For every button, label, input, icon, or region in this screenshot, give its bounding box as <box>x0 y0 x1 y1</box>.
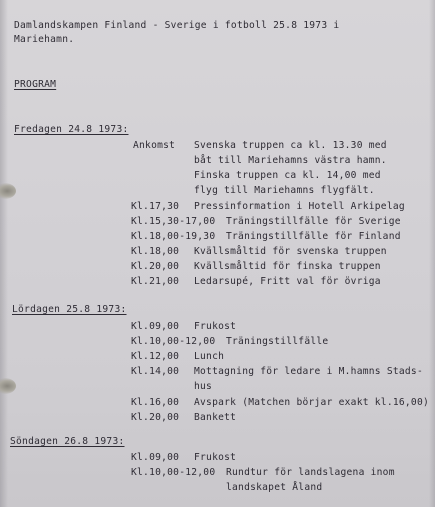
entry-text: Pressinformation i Hotell Arkipelag <box>194 201 405 212</box>
entry-time: Kl.21,00 <box>131 276 180 287</box>
day-heading-saturday: Lördagen 25.8 1973: <box>12 304 127 315</box>
entry-text: flyg till Mariehamns flygfält. <box>194 185 375 196</box>
entry-text: Kvällsmåltid för svenska truppen <box>194 246 387 257</box>
entry-text: Träningstillfälle <box>226 336 329 347</box>
document-title-line-2: Mariehamn. <box>14 34 75 45</box>
entry-time: Kl.10,00-12,00 <box>131 467 216 478</box>
entry-text: Lunch <box>194 351 225 362</box>
entry-time: Kl.16,00 <box>131 397 180 408</box>
document-title-line-1: Damlandskampen Finland - Sverige i fotboll 25.8 1973 i <box>14 20 340 31</box>
day-heading-friday: Fredagen 24.8 1973: <box>14 124 129 135</box>
program-heading: PROGRAM <box>14 79 57 90</box>
entry-time: Kl.17,30 <box>131 201 180 212</box>
entry-text: Träningstillfälle för Finland <box>226 231 401 242</box>
binder-hole-icon <box>0 378 16 394</box>
entry-time: Kl.20,00 <box>131 412 180 423</box>
entry-text: Ledarsupé, Fritt val för övriga <box>194 276 381 287</box>
entry-text: Mottagning för ledare i M.hamns Stads- <box>194 366 423 377</box>
entry-text: Frukost <box>194 452 237 463</box>
entry-text: Finska truppen ca kl. 14,00 med <box>194 170 381 181</box>
entry-text: båt till Mariehamns västra hamn. <box>194 155 387 166</box>
entry-text: Frukost <box>194 321 237 332</box>
entry-text: Svenska truppen ca kl. 13.30 med <box>194 140 387 151</box>
page-shadow <box>0 0 8 507</box>
entry-text: Rundtur för landslagena inom <box>226 467 395 478</box>
entry-time: Kl.15,30-17,00 <box>131 216 216 227</box>
entry-time: Kl.09,00 <box>131 452 180 463</box>
entry-time: Kl.18,00 <box>131 246 180 257</box>
entry-time: Kl.18,00-19,30 <box>131 231 216 242</box>
entry-time: Kl.14,00 <box>131 366 180 377</box>
entry-text: Träningstillfälle för Sverige <box>226 216 401 227</box>
entry-time: Ankomst <box>133 140 176 151</box>
day-heading-sunday: Söndagen 26.8 1973: <box>10 436 125 447</box>
entry-text: Kvällsmåltid för finska truppen <box>194 261 381 272</box>
entry-time: Kl.20,00 <box>131 261 180 272</box>
entry-text: Avspark (Matchen börjar exakt kl.16,00) <box>194 397 430 408</box>
entry-text: Bankett <box>194 412 237 423</box>
binder-hole-icon <box>0 183 16 199</box>
entry-time: Kl.12,00 <box>131 351 180 362</box>
entry-text: hus <box>194 381 213 392</box>
entry-time: Kl.10,00-12,00 <box>131 336 216 347</box>
entry-time: Kl.09,00 <box>131 321 180 332</box>
page-edge <box>429 0 435 507</box>
entry-text: landskapet Åland <box>226 482 323 493</box>
